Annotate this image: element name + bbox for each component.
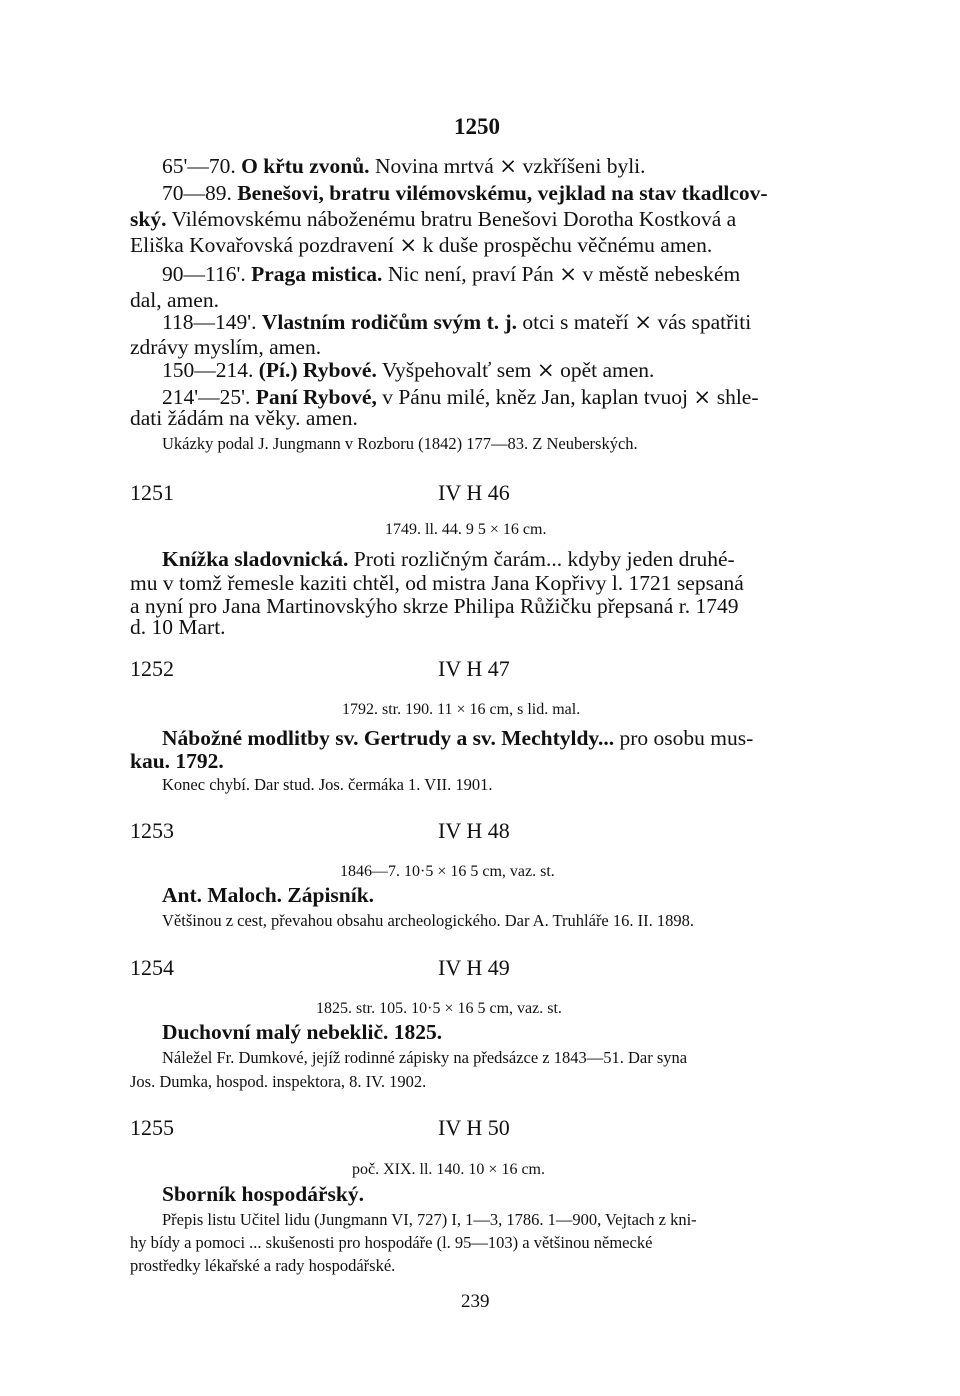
description-text: mu v tomž řemesle kaziti chtěl, od mistra Jana Kopřivy l. 1721 sepsaná xyxy=(130,571,744,595)
source-note: Ukázky podal J. Jungmann v Rozboru (1842) 177—83. Z Neuberských. xyxy=(162,434,638,453)
verse-title: Benešovi, bratru vilémovskému, vejklad na stav tkadlcov- xyxy=(237,181,768,205)
verse-ref: 118—149'. xyxy=(162,310,257,334)
entry-number: 1251 xyxy=(130,480,174,505)
verse-text: Vyšpehovalť sem ⨯ opět amen. xyxy=(381,358,655,382)
work-title: kau. 1792. xyxy=(130,749,224,773)
verse-text: zdrávy myslím, amen. xyxy=(130,335,322,359)
description-line xyxy=(130,615,226,639)
description-line xyxy=(162,1020,442,1044)
verse-title: O křtu zvonů. xyxy=(241,154,370,178)
provenance-note: Jos. Dumka, hospod. inspektora, 8. IV. 1902. xyxy=(130,1072,427,1091)
work-title: Nábožné modlitby sv. Gertrudy a sv. Mechtyldy... xyxy=(162,726,615,750)
verse-line xyxy=(130,233,712,257)
verse-title: ský. xyxy=(130,207,167,231)
verse-text: dati žádám na věky. amen. xyxy=(130,406,358,430)
verse-text: Nic není, praví Pán ⨯ v městě nebeském xyxy=(387,262,741,286)
verse-ref: 214'—25'. xyxy=(162,385,251,409)
provenance-note: Přepis listu Učitel lidu (Jungmann VI, 727) I, 1—3, 1786. 1—900, Vejtach z kni- xyxy=(162,1210,697,1229)
physical-description: 1792. str. 190. 11 × 16 cm, s lid. mal. xyxy=(342,701,581,718)
work-title: Sborník hospodářský. xyxy=(162,1182,364,1206)
verse-line xyxy=(162,154,646,178)
verse-line xyxy=(130,288,219,312)
verse-line xyxy=(130,207,736,231)
entry-number: 1255 xyxy=(130,1115,174,1140)
shelf-signature: IV H 46 xyxy=(438,480,510,505)
shelf-signature: IV H 48 xyxy=(438,818,510,843)
description-text: Proti rozličným čarám... kdyby jeden druhé- xyxy=(353,547,735,571)
verse-ref: 90—116'. xyxy=(162,262,246,286)
entry-number: 1253 xyxy=(130,818,174,843)
verse-title: Praga mistica. xyxy=(251,262,383,286)
provenance-note: hy bídy a pomoci ... skušenosti pro hospodáře (l. 95—103) a většinou německé xyxy=(130,1233,653,1252)
description-text: a nyní pro Jana Martinovskýho skrze Philipa Růžičku přepsaná r. 1749 xyxy=(130,594,739,618)
description-text: d. 10 Mart. xyxy=(130,615,226,639)
verse-text: Eliška Kovařovská pozdravení ⨯ k duše prospěchu věčnému amen. xyxy=(130,233,713,257)
provenance-note: Konec chybí. Dar stud. Jos. čermáka 1. VII. 1901. xyxy=(162,775,493,794)
physical-description: 1749. ll. 44. 9 5 × 16 cm. xyxy=(385,521,547,538)
description-line xyxy=(162,1182,364,1206)
description-line xyxy=(130,749,224,773)
verse-ref: 65'—70. xyxy=(162,154,236,178)
physical-description: poč. XIX. ll. 140. 10 × 16 cm. xyxy=(352,1161,545,1178)
description-line xyxy=(162,726,753,750)
header-number: 1250 xyxy=(454,114,500,139)
verse-ref: 70—89. xyxy=(162,181,232,205)
entry-number: 1252 xyxy=(130,656,174,681)
verse-line xyxy=(162,262,740,286)
verse-ref: 150—214. xyxy=(162,358,254,382)
work-title: Knížka sladovnická. xyxy=(162,547,349,571)
verse-title: (Pí.) Rybové. xyxy=(258,358,377,382)
description-line xyxy=(162,883,374,907)
shelf-signature: IV H 47 xyxy=(438,656,510,681)
verse-text: Novina mrtvá ⨯ vzkříšeni byli. xyxy=(374,154,646,178)
verse-title: Paní Rybové, xyxy=(255,385,377,409)
work-title: Ant. Maloch. Zápisník. xyxy=(162,883,375,907)
provenance-note: Náležel Fr. Dumkové, jejíž rodinné zápisky na předsázce z 1843—51. Dar syna xyxy=(162,1048,688,1067)
verse-text: v Pánu milé, kněz Jan, kaplan tvuoj ⨯ shle- xyxy=(382,385,759,409)
shelf-signature: IV H 50 xyxy=(438,1115,510,1140)
verse-line xyxy=(162,181,768,205)
provenance-note: Většinou z cest, převahou obsahu archeologického. Dar A. Truhláře 16. II. 1898. xyxy=(162,911,694,930)
verse-title: Vlastním rodičům svým t. j. xyxy=(261,310,518,334)
verse-text: otci s mateří ⨯ vás spatřiti xyxy=(522,310,752,334)
verse-line xyxy=(162,310,751,334)
page-number: 239 xyxy=(461,1291,490,1312)
physical-description: 1846—7. 10·5 × 16 5 cm, vaz. st. xyxy=(340,863,555,880)
description-line xyxy=(130,571,744,595)
description-line xyxy=(162,547,735,571)
verse-text: Vilémovskému náboženému bratru Benešovi Dorotha Kostková a xyxy=(171,207,737,231)
description-text: pro osobu mus- xyxy=(619,726,754,750)
verse-line xyxy=(130,335,321,359)
entry-number: 1254 xyxy=(130,955,174,980)
verse-text: dal, amen. xyxy=(130,288,219,312)
shelf-signature: IV H 49 xyxy=(438,955,510,980)
provenance-note: prostředky lékařské a rady hospodářské. xyxy=(130,1256,396,1275)
physical-description: 1825. str. 105. 10·5 × 16 5 cm, vaz. st. xyxy=(316,1000,562,1017)
work-title: Duchovní malý nebeklič. 1825. xyxy=(162,1020,443,1044)
verse-line xyxy=(130,406,358,430)
verse-line xyxy=(162,358,654,382)
